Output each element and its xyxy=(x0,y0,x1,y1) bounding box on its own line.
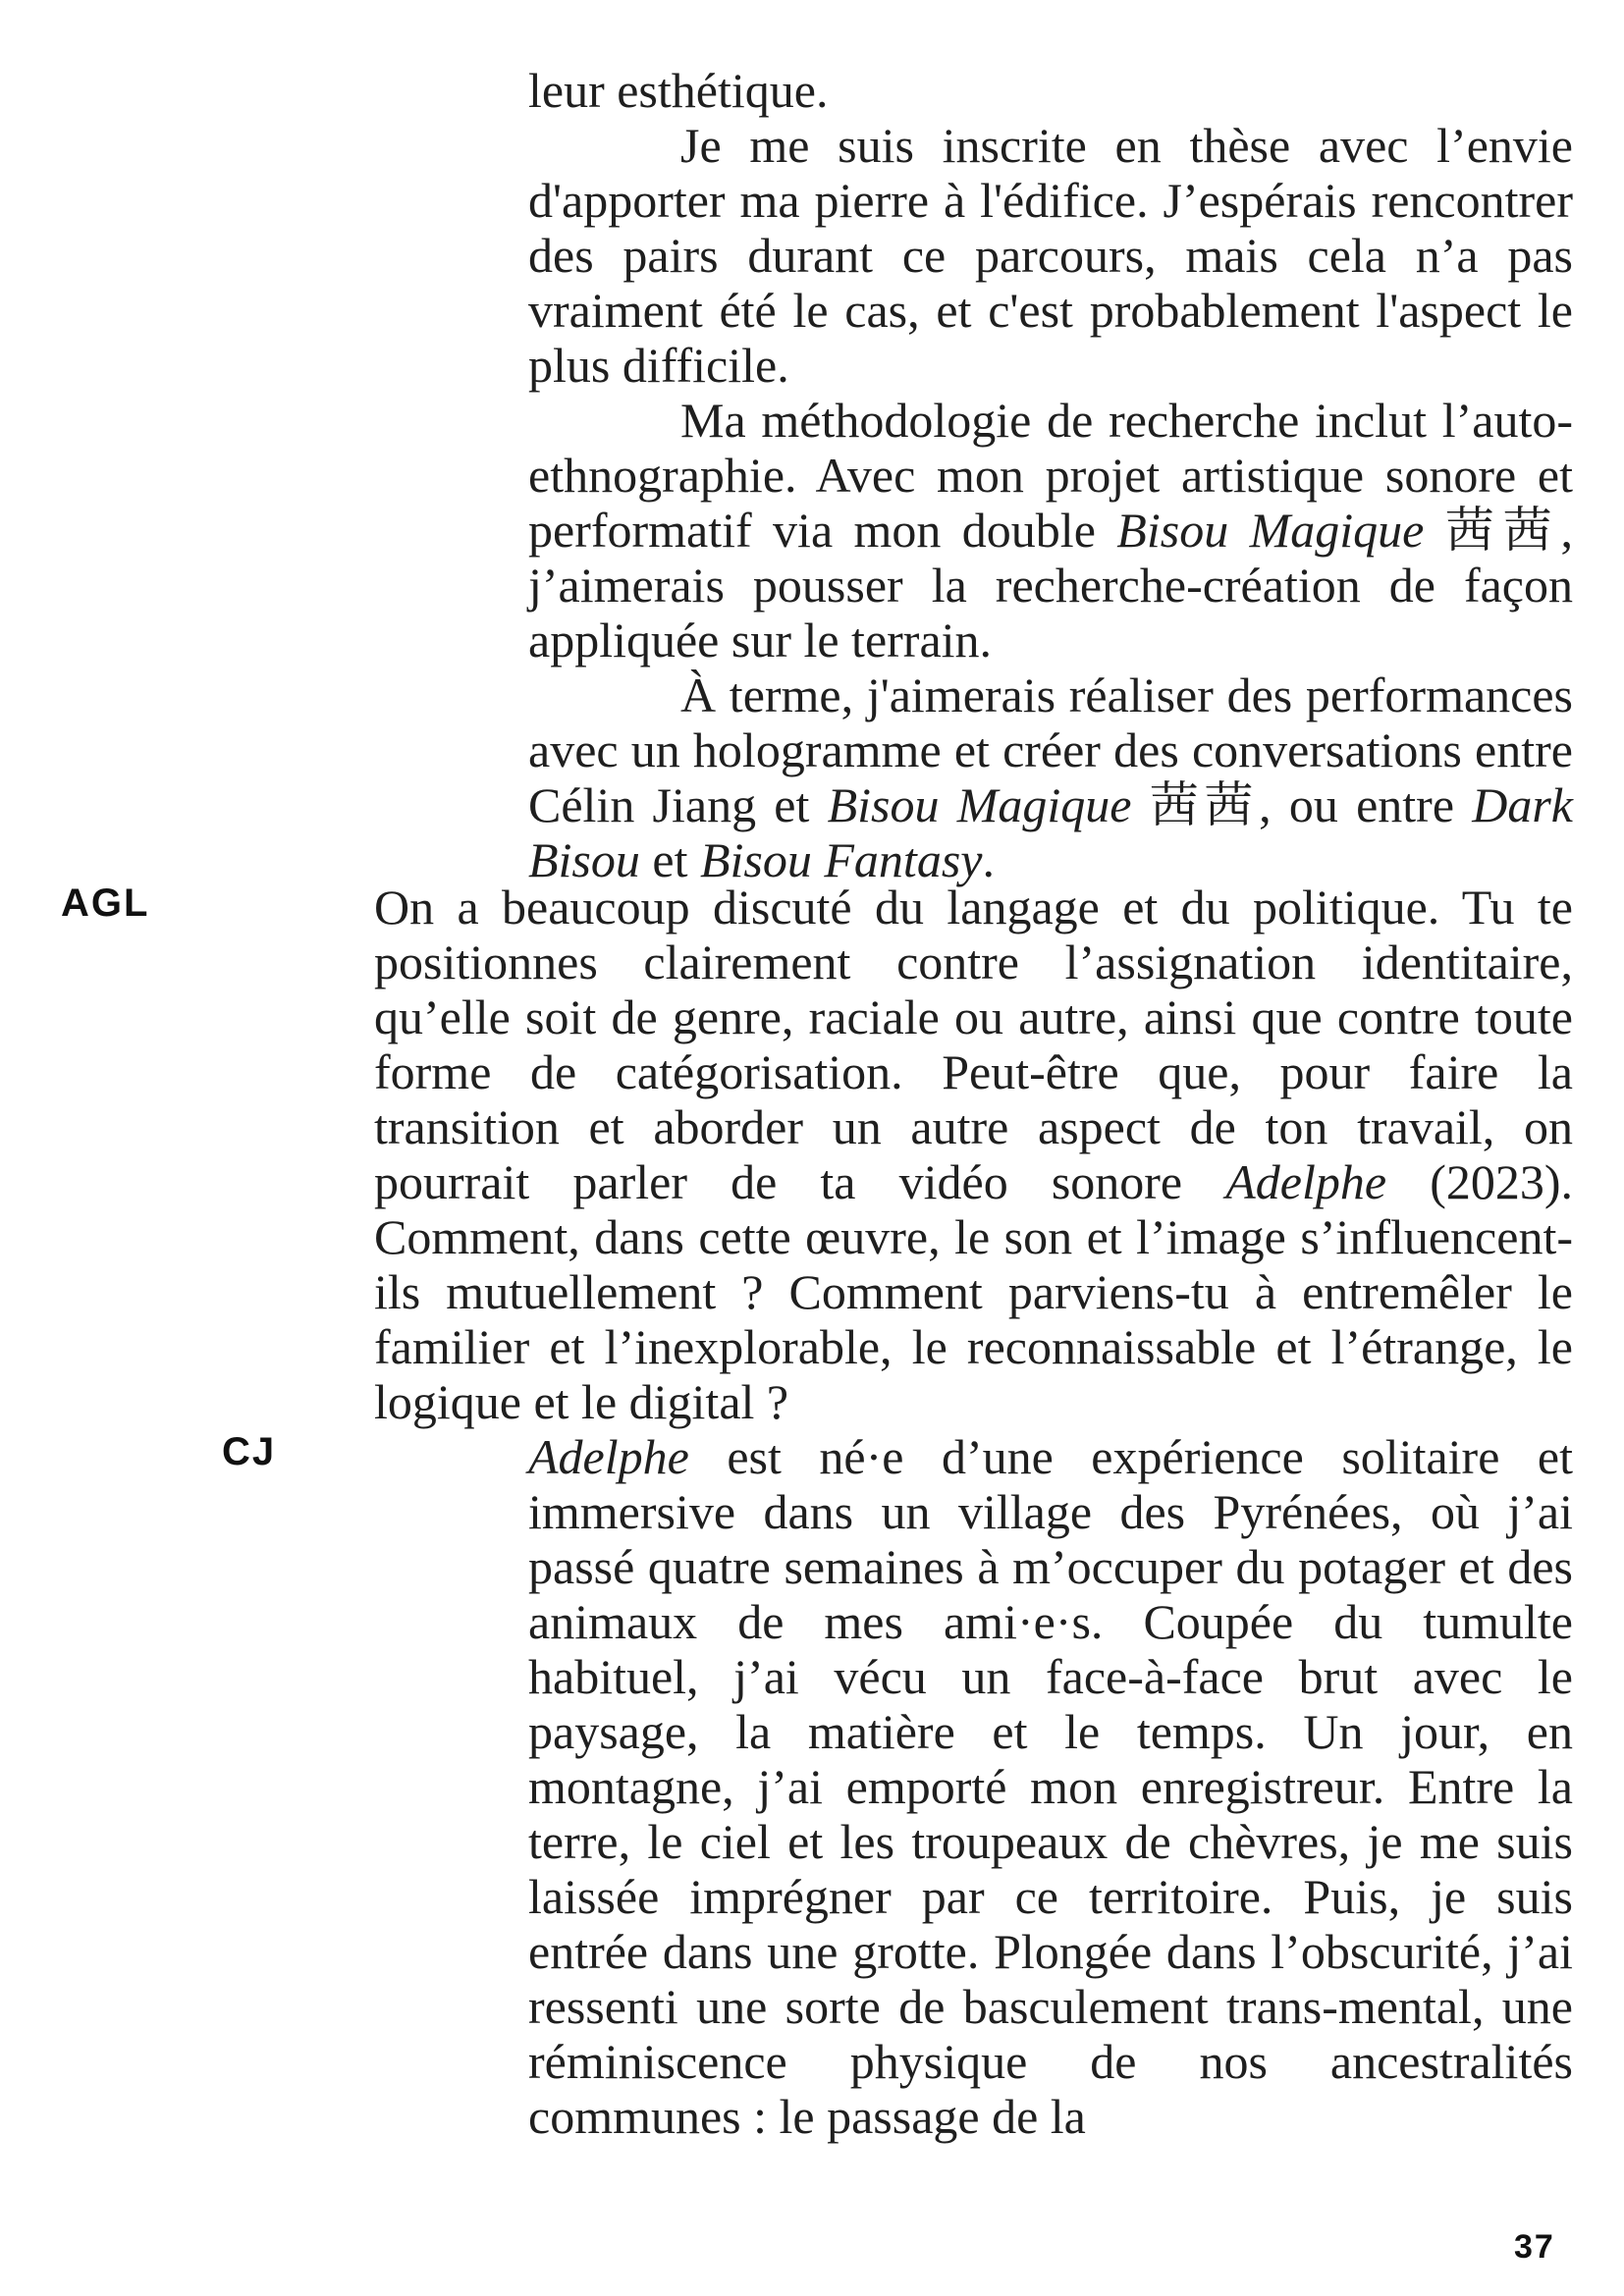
title-adelphe: Adelphe xyxy=(528,1429,689,1484)
paragraph-fragment: leur esthétique. xyxy=(528,63,829,118)
title-bisou-fantasy: Bisou Fantasy xyxy=(700,832,983,887)
speaker-label-cj: CJ xyxy=(222,1430,277,1473)
title-adelphe: Adelphe xyxy=(1225,1154,1387,1209)
title-bisou-magique: Bisou Magique xyxy=(827,777,1132,832)
answer-cj xyxy=(528,1429,1573,2144)
page-number: 37 xyxy=(1514,2228,1555,2266)
answer-paragraph: Adelphe est né·e d’une expérience solitaire et immersive dans un village des Pyrénées, où j’ai passé quatre semaines à m’occuper du potager et des animaux de mes ami·e·s. Coupée du tumulte habituel, j’ai vécu un face-à-face brut avec le paysage, la matière et le temps. Un jour, en montagne, j’ai emporté mon enregistreur. Entre la terre, le ciel et les troupeaux de chèvres, je me suis laissée imprégner par ce territoire. Puis, je suis entrée dans une grotte. Plongée dans l’obscurité, j’ai ressenti une sorte de basculement trans-mental, une réminiscence physique de nos ancestralités communes : le passage de la xyxy=(528,1429,1573,2144)
question-agl xyxy=(374,880,1573,1429)
answer-continuation xyxy=(528,63,1573,887)
speaker-label-agl: AGL xyxy=(61,881,150,925)
title-bisou-magique: Bisou Magique xyxy=(1116,503,1425,558)
title-dark-bisou: Dark Bisou xyxy=(528,777,1573,887)
paragraph-these: Je me suis inscrite en thèse avec l’envie d'apporter ma pierre à l'édifice. J’espérais rencontrer des pairs durant ce parcours, mais cela n’a pas vraiment été le cas, et c'est probablement l'aspect le plus difficile. xyxy=(528,118,1573,393)
question-paragraph: On a beaucoup discuté du langage et du politique. Tu te positionnes clairement contre l’assignation identitaire, qu’elle soit de genre, raciale ou autre, ainsi que contre toute forme de catégorisation. Peut-être que, pour faire la transition et aborder un autre aspect de ton travail, on pourrait parler de ta vidéo sonore Adelphe (2023). Comment, dans cette œuvre, le son et l’image s’influencent-ils mutuellement ? Comment parviens-tu à entremêler le familier et l’inexplorable, le reconnaissable et l’étrange, le logique et le digital ? xyxy=(374,880,1573,1429)
paragraph-a-terme: À terme, j'aimerais réaliser des performances avec un hologramme et créer des conversations entre Célin Jiang et Bisou Magique 茜茜, ou entre Dark Bisou et Bisou Fantasy. xyxy=(528,667,1573,887)
paragraph-methodologie: Ma méthodologie de recherche inclut l’auto-ethnographie. Avec mon projet artistique sonore et performatif via mon double Bisou Magique 茜茜, j’aimerais pousser la recherche-création de façon appliquée sur le terrain. xyxy=(528,393,1573,667)
